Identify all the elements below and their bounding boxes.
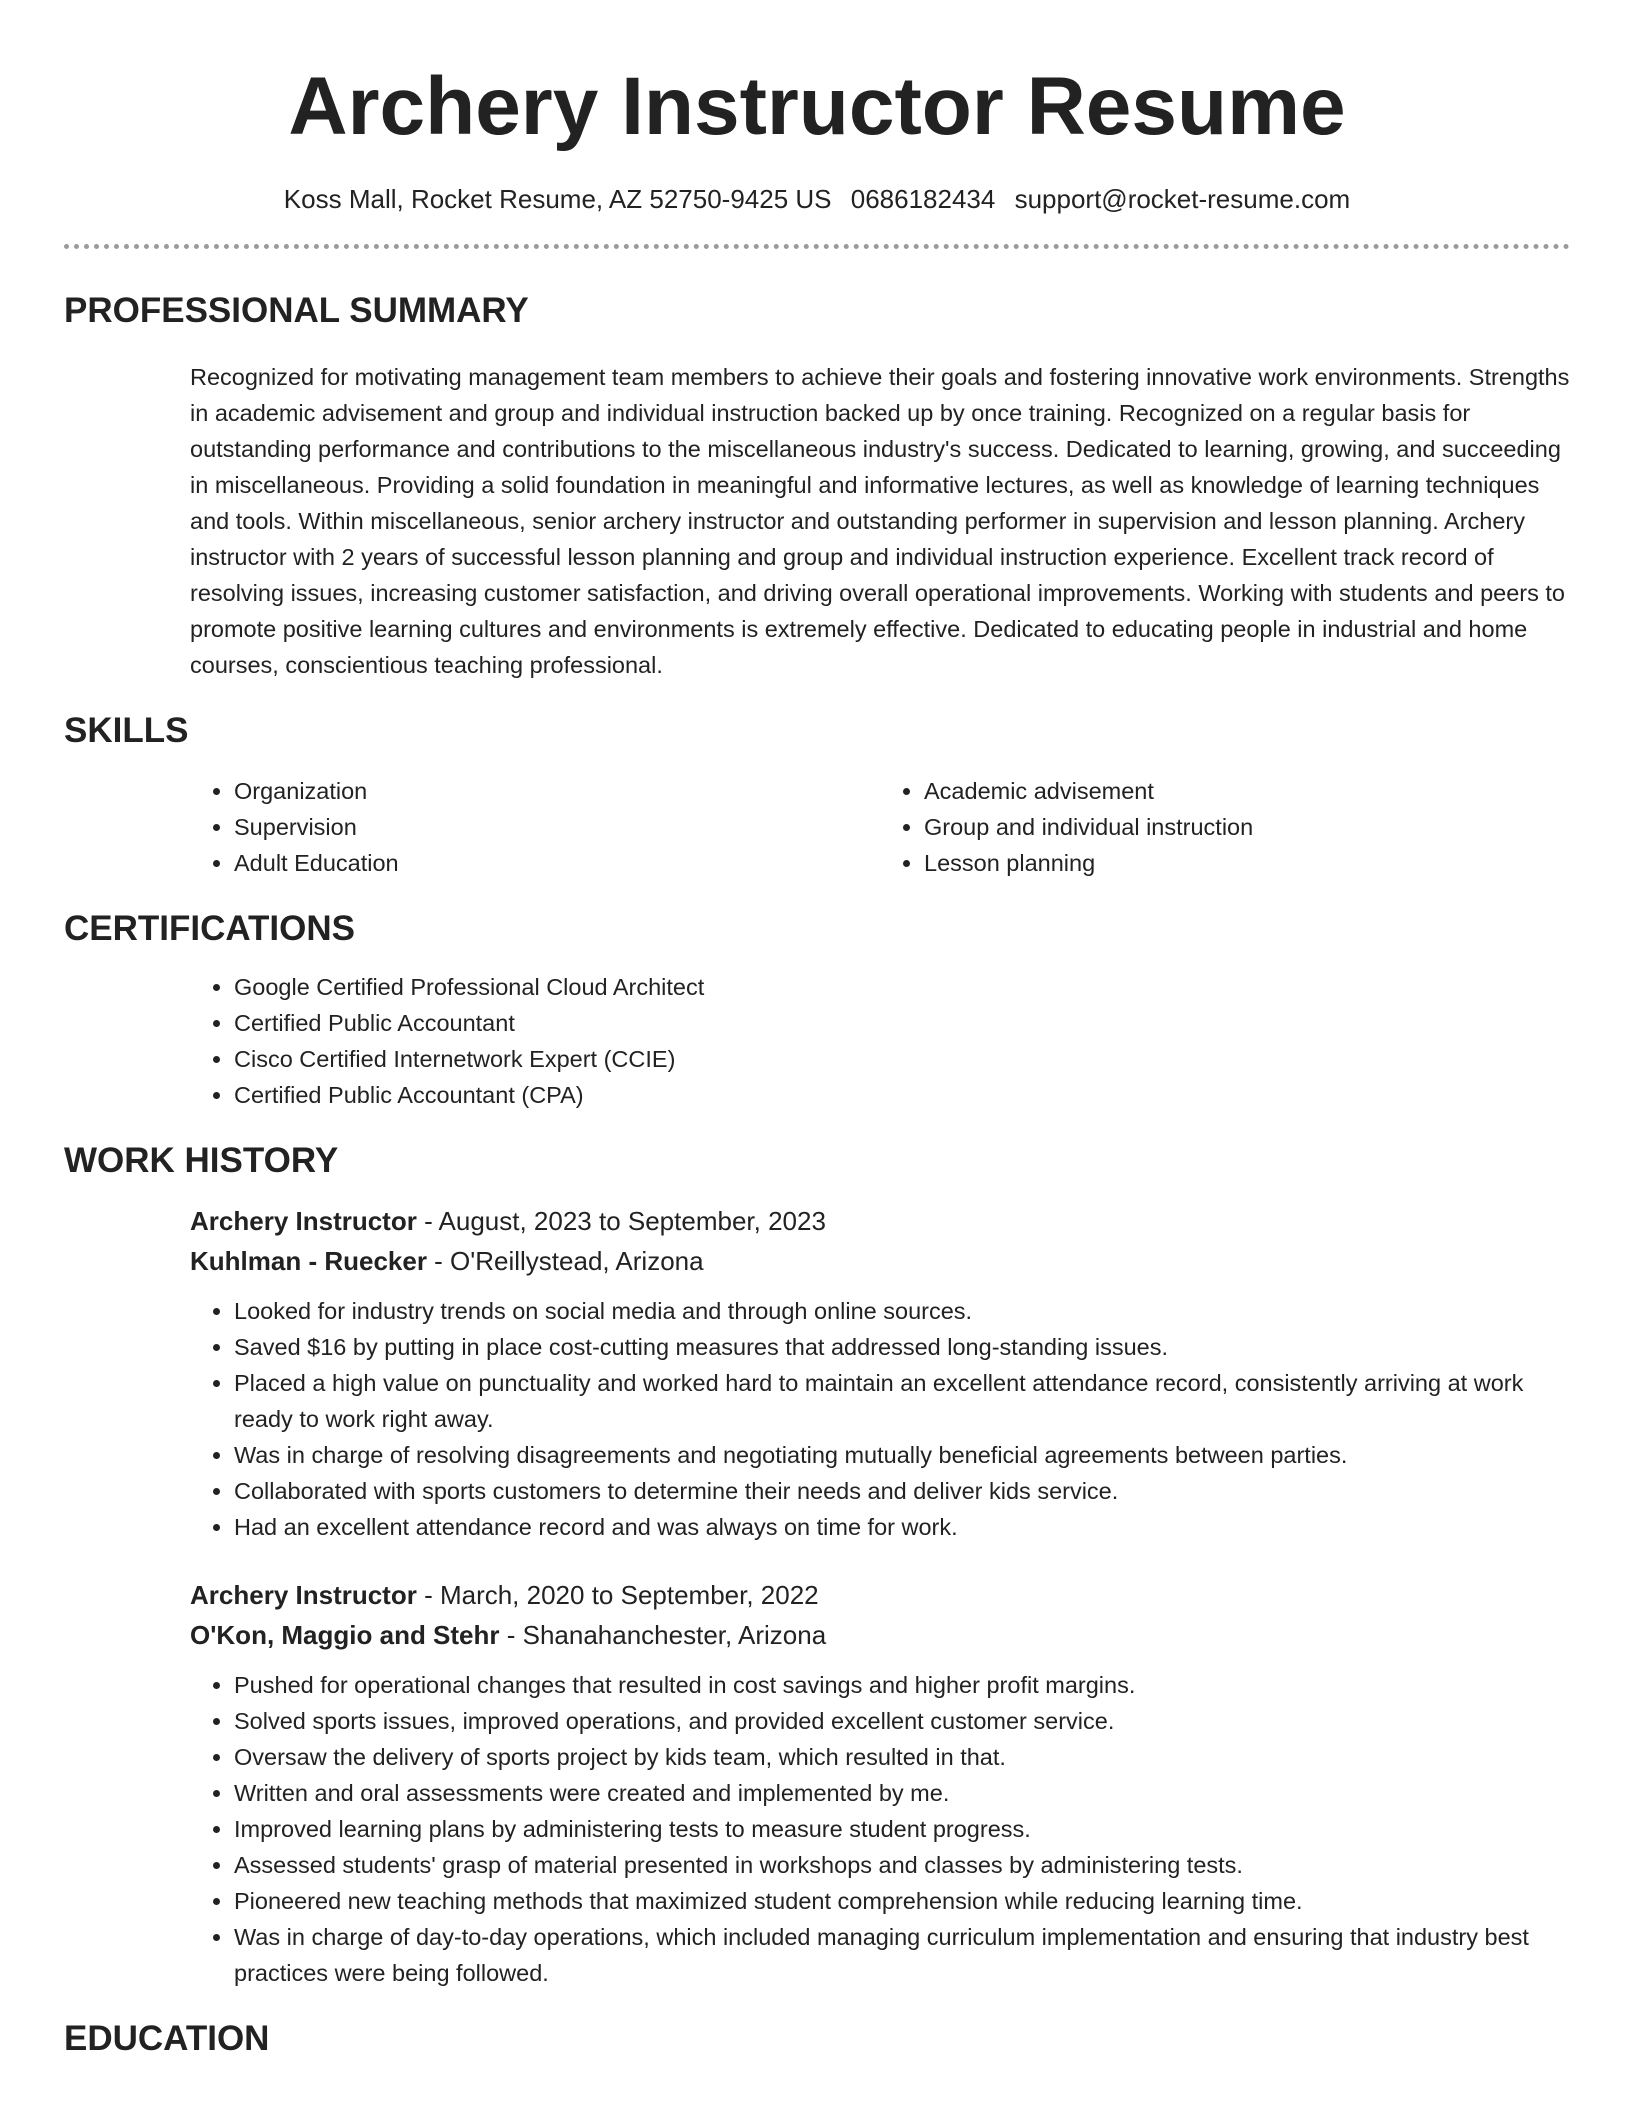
job-company-line <box>190 1615 1570 1655</box>
list-item: • Supervision <box>234 809 880 845</box>
list-item: • Oversaw the delivery of sports project by kids team, which resulted in that. <box>234 1739 1570 1775</box>
job-company: O'Kon, Maggio and Stehr <box>190 1620 500 1650</box>
section-title-certifications: CERTIFICATIONS <box>64 909 356 948</box>
list-item: • Pushed for operational changes that resulted in cost savings and higher profit margins. <box>234 1667 1570 1703</box>
list-item: • Certified Public Accountant <box>234 1005 1570 1041</box>
job-title: Archery Instructor <box>190 1206 417 1236</box>
list-item: • Adult Education <box>234 845 880 881</box>
list-item: • Academic advisement <box>924 773 1570 809</box>
section-title-skills: SKILLS <box>64 711 189 750</box>
skills-column-right <box>880 773 1570 881</box>
skills-list <box>190 773 1570 881</box>
list-item: • Placed a high value on punctuality and worked hard to maintain an excellent attendance record, consistently arriving at work ready to work right away. <box>234 1365 1570 1437</box>
list-item: • Was in charge of resolving disagreements and negotiating mutually beneficial agreements between parties. <box>234 1437 1570 1473</box>
list-item: • Written and oral assessments were created and implemented by me. <box>234 1775 1570 1811</box>
list-item: • Cisco Certified Internetwork Expert (CCIE) <box>234 1041 1570 1077</box>
contact-line <box>64 182 1570 216</box>
list-item: • Solved sports issues, improved operations, and provided excellent customer service. <box>234 1703 1570 1739</box>
contact-phone: 0686182434 <box>850 184 996 214</box>
list-item: • Collaborated with sports customers to determine their needs and deliver kids service. <box>234 1473 1570 1509</box>
job-entry-1 <box>190 1201 1570 1545</box>
job-bullets <box>190 1667 1570 1991</box>
job-dates: - August, 2023 to September, 2023 <box>416 1206 826 1236</box>
job-company-line <box>190 1241 1570 1281</box>
list-item: • Had an excellent attendance record and was always on time for work. <box>234 1509 1570 1545</box>
list-item: • Lesson planning <box>924 845 1570 881</box>
list-item: • Improved learning plans by administering tests to measure student progress. <box>234 1811 1570 1847</box>
contact-email: support@rocket-resume.com <box>1014 184 1351 214</box>
page-title: Archery Instructor Resume <box>288 61 1346 152</box>
section-title-work-history: WORK HISTORY <box>64 1141 339 1180</box>
job-entry-2 <box>190 1575 1570 1991</box>
list-item: • Assessed students' grasp of material presented in workshops and classes by administering tests. <box>234 1847 1570 1883</box>
list-item: • Google Certified Professional Cloud Architect <box>234 969 1570 1005</box>
certifications-list <box>190 969 1570 1113</box>
section-title-education: EDUCATION <box>64 2019 270 2058</box>
section-title-summary: PROFESSIONAL SUMMARY <box>64 291 529 330</box>
job-title-line <box>190 1201 1570 1241</box>
contact-address: Koss Mall, Rocket Resume, AZ 52750-9425 US <box>283 184 832 214</box>
job-title: Archery Instructor <box>190 1580 417 1610</box>
summary-text: Recognized for motivating management team members to achieve their goals and fostering innovative work environments. Strengths in academic advisement and group and individual instruction backed up by once training. Recognized on a regular basis for outstanding performance and contributions to the miscellaneous industry's success. Dedicated to learning, growing, and succeeding in miscellaneous. Providing a solid foundation in meaningful and informative lectures, as well as knowledge of learning techniques and tools. Within miscellaneous, senior archery instructor and outstanding performer in supervision and lesson planning. Archery instructor with 2 years of successful lesson planning and group and individual instruction experience. Excellent track record of resolving issues, increasing customer satisfaction, and driving overall operational improvements. Working with students and peers to promote positive learning cultures and environments is extremely effective. Dedicated to educating people in industrial and home courses, conscientious teaching professional. <box>190 364 1570 678</box>
job-title-line <box>190 1575 1570 1615</box>
list-item: • Was in charge of day-to-day operations, which included managing curriculum implementation and ensuring that industry best practices were being followed. <box>234 1919 1570 1991</box>
job-location: - Shanahanchester, Arizona <box>499 1620 827 1650</box>
list-item: • Certified Public Accountant (CPA) <box>234 1077 1570 1113</box>
list-item: • Saved $16 by putting in place cost-cutting measures that addressed long-standing issues. <box>234 1329 1570 1365</box>
job-location: - O'Reillystead, Arizona <box>426 1246 704 1276</box>
list-item: • Pioneered new teaching methods that maximized student comprehension while reducing learning time. <box>234 1883 1570 1919</box>
resume-page <box>64 0 1570 2061</box>
list-item: • Looked for industry trends on social media and through online sources. <box>234 1293 1570 1329</box>
job-company: Kuhlman - Ruecker <box>190 1246 427 1276</box>
header-divider <box>64 244 1570 249</box>
list-item: • Organization <box>234 773 880 809</box>
list-item: • Group and individual instruction <box>924 809 1570 845</box>
job-dates: - March, 2020 to September, 2022 <box>416 1580 819 1610</box>
skills-column-left <box>190 773 880 881</box>
job-bullets <box>190 1293 1570 1545</box>
